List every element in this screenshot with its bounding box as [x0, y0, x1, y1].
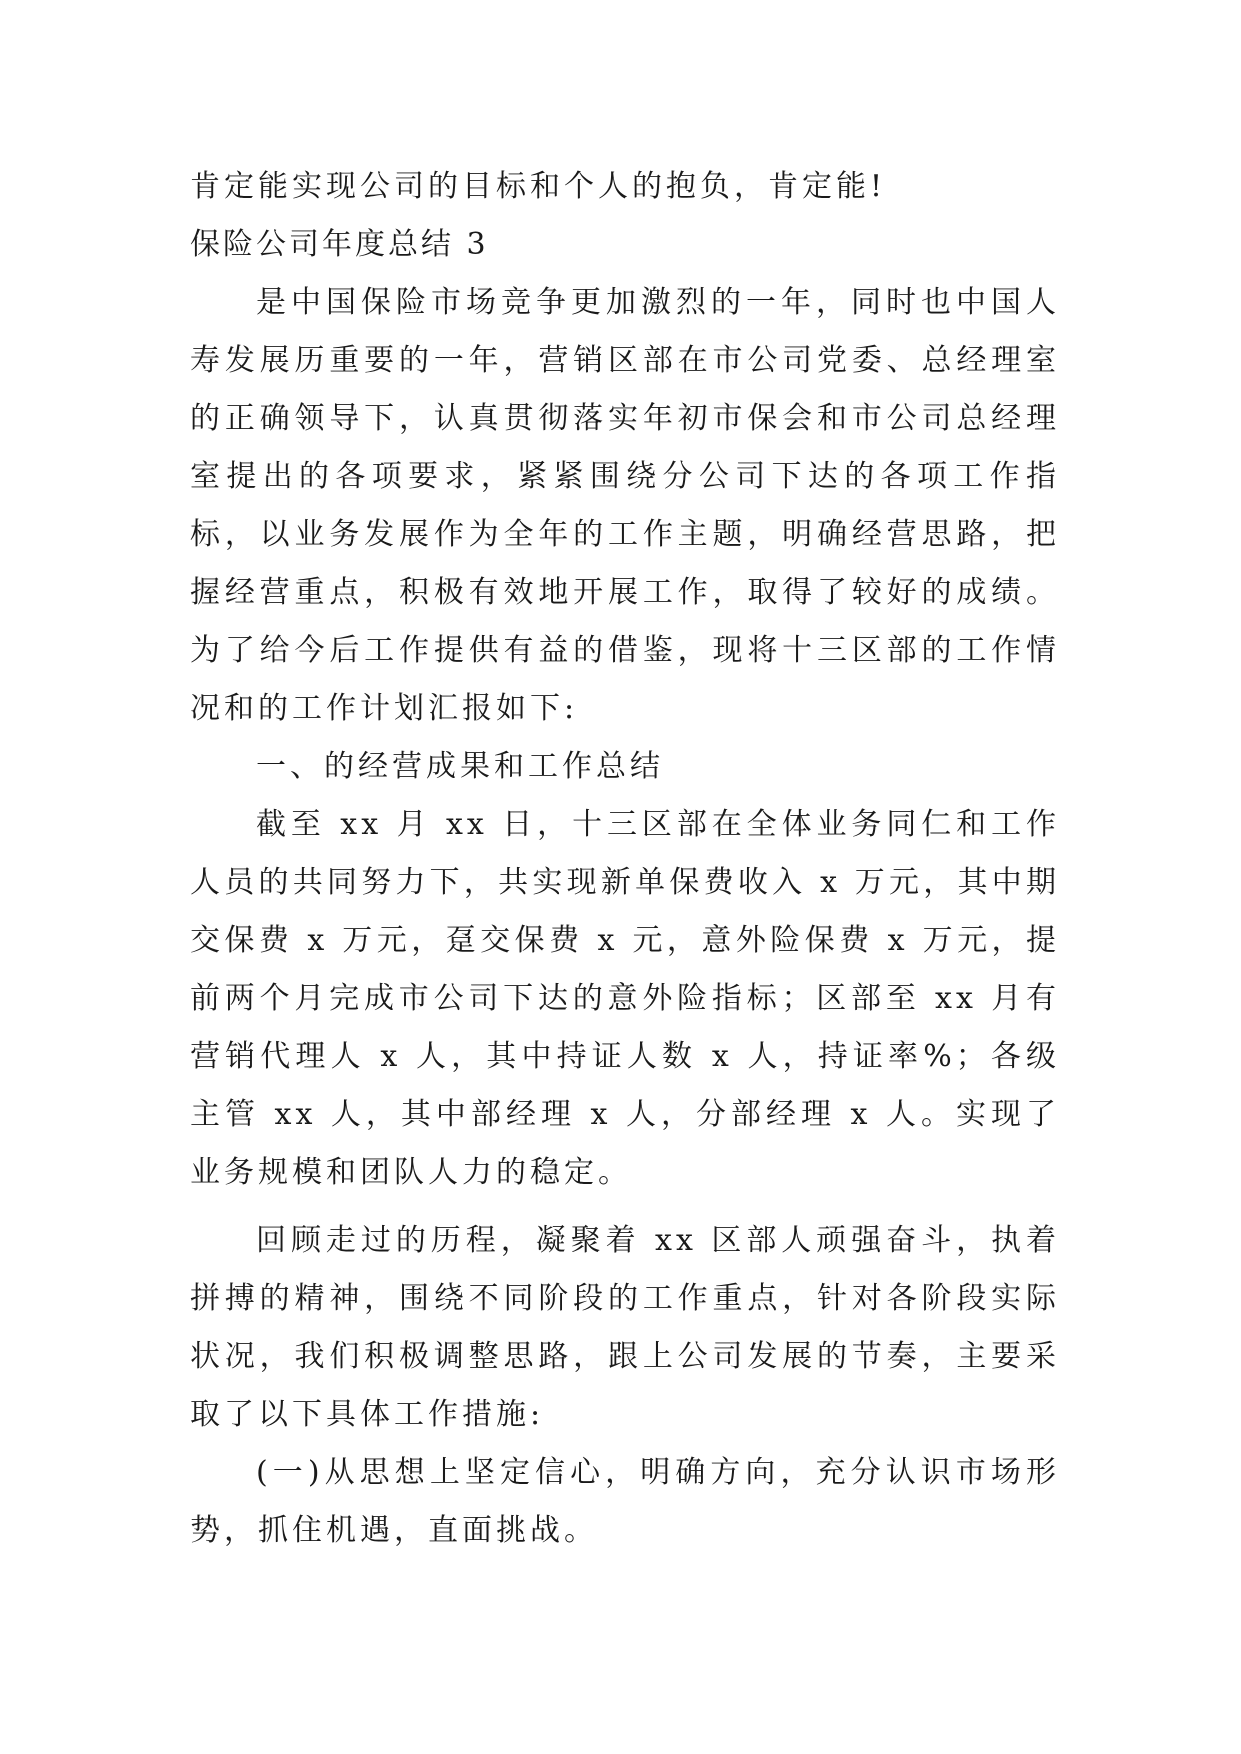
paragraph-review: 回顾走过的历程，凝聚着 xx 区部人顽强奋斗，执着拼搏的精神，围绕不同阶段的工作重点，针对各阶段实际状况，我们积极调整思路，跟上公司发展的节奏，主要采取了以下具体工作措施: — [190, 1223, 1060, 1432]
subheading-results: 一、的经营成果和工作总结 — [256, 749, 664, 784]
document-body — [190, 158, 1060, 1560]
paragraph-results: 截至 xx 月 xx 日，十三区部在全体业务同仁和工作人员的共同努力下，共实现新单保费收入 x 万元，其中期交保费 x 万元，趸交保费 x 元，意外险保费 x 万元，提前两个月完成市公司下达的意外险指标；区部至 xx 月有营销代理人 x 人，其中持证人数 x 人，持证率%；各级主管 xx 人，其中部经理 x 人，分部经理 x 人。实现了业务规模和团队人力的稳定。 — [190, 807, 1060, 1190]
section-title: 保险公司年度总结 3 — [190, 227, 489, 262]
paragraph-measure-1: (一)从思想上坚定信心，明确方向，充分认识市场形势，抓住机遇，直面挑战。 — [190, 1455, 1060, 1548]
paragraph-intro: 是中国保险市场竞争更加激烈的一年，同时也中国人寿发展历重要的一年，营销区部在市公司党委、总经理室的正确领导下，认真贯彻落实年初市保会和市公司总经理室提出的各项要求，紧紧围绕分公司下达的各项工作指标，以业务发展作为全年的工作主题，明确经营思路，把握经营重点，积极有效地开展工作，取得了较好的成绩。为了给今后工作提供有益的借鉴，现将十三区部的工作情况和的工作计划汇报如下: — [190, 285, 1060, 726]
lead-line: 肯定能实现公司的目标和个人的抱负，肯定能! — [190, 169, 887, 204]
